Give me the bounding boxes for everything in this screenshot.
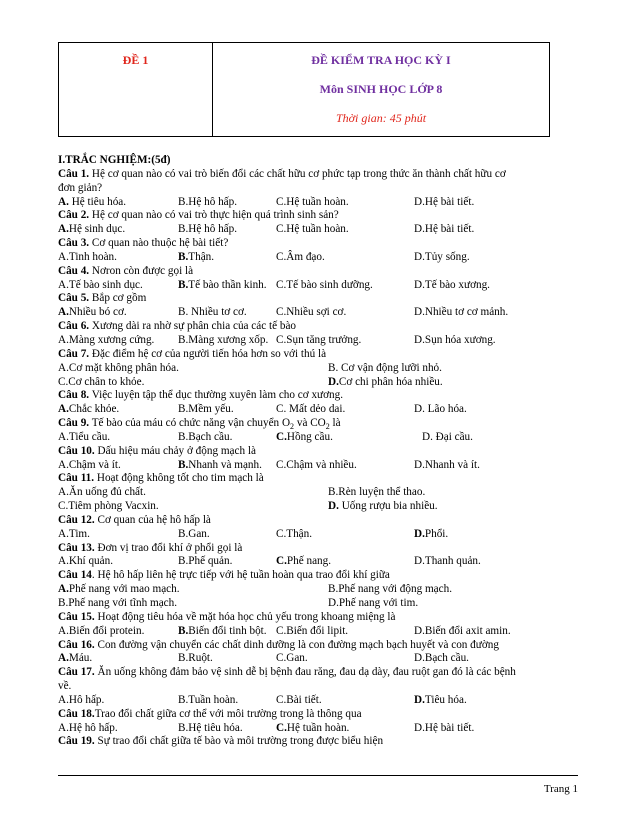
question-text-cont: đơn giản?	[58, 181, 103, 194]
answer-option: C.Cơ chân to khỏe.	[58, 375, 145, 388]
answer-option: A.Hệ hô hấp.	[58, 721, 118, 734]
answer-option: C.Biến đổi lipit.	[276, 624, 349, 637]
answer-row	[58, 223, 578, 237]
answer-option: D. Uống rượu bia nhiều.	[328, 500, 438, 513]
question-text: Câu 9. Tế bào của máu có chức năng vận chuyển $O_2$ và $CO_2$ là	[58, 417, 341, 432]
answer-option: B. Cơ vận động lưỡi nhỏ.	[328, 361, 442, 374]
question	[58, 445, 578, 473]
answer-option: A.Máu.	[58, 652, 93, 665]
question-label: Câu 12.	[58, 513, 95, 526]
answer-option: B.Thận.	[178, 250, 215, 263]
answer-option: C.Sụn tăng trưởng.	[276, 333, 362, 346]
exam-title-cell	[213, 43, 549, 136]
answer-row	[58, 431, 578, 445]
answer-option: D.Phổi.	[414, 527, 449, 540]
answer-option: B.Biến đổi tinh bột.	[178, 624, 267, 637]
question-text: Câu 3. Cơ quan nào thuộc hệ bài tiết?	[58, 237, 229, 250]
question-text: Câu 13. Đơn vị trao đổi khí ở phổi gọi là	[58, 541, 243, 554]
answer-option: A. Hệ tiêu hóa.	[58, 195, 127, 208]
answer-option: D.Nhanh và ít.	[414, 458, 480, 471]
answer-row	[58, 362, 578, 376]
answer-option: A.Chậm và ít.	[58, 458, 121, 471]
answer-row	[58, 334, 578, 348]
answer-row	[58, 486, 578, 500]
footer-rule	[58, 775, 578, 776]
question	[58, 265, 578, 293]
answer-option: C.Nhiều sợi cơ.	[276, 306, 347, 319]
question-text: Câu 18.Trao đổi chất giữa cơ thể với môi trường trong là thông qua	[58, 707, 362, 720]
exam-header-table	[58, 42, 550, 137]
question-label: Câu 16.	[58, 638, 95, 651]
answer-option: C.Hệ tuần hoàn.	[276, 721, 350, 734]
question-label: Câu 7.	[58, 347, 90, 360]
question	[58, 209, 578, 237]
question-label: Câu 6.	[58, 320, 90, 333]
section-title: I.TRẮC NGHIỆM:(5đ)	[58, 154, 171, 166]
question-text: Câu 7. Đặc điểm hệ cơ của người tiến hóa hơn so với thú là	[58, 347, 327, 360]
answer-option: C. Mất dẻo dai.	[276, 403, 346, 416]
question	[58, 237, 578, 265]
question-text: Câu 8. Việc luyện tập thể dục thường xuyên làm cho cơ xương.	[58, 389, 344, 402]
answer-option: B.Hệ hô hấp.	[178, 195, 238, 208]
question	[58, 735, 578, 749]
answer-option: B.Phế nang với động mạch.	[328, 583, 452, 596]
answer-option: D.Hệ bài tiết.	[414, 195, 475, 208]
question-text: Câu 11. Hoạt động không tốt cho tim mạch là	[58, 472, 264, 485]
question	[58, 666, 578, 708]
question-label: Câu 8.	[58, 389, 90, 402]
question-label: Câu 18.	[58, 707, 95, 720]
question-text-cont: về.	[58, 680, 72, 693]
answer-option: B.Nhanh và mạnh.	[178, 458, 262, 471]
answer-option: A.Nhiều bó cơ.	[58, 306, 127, 319]
answer-row	[58, 279, 578, 293]
answer-option: B.Hệ hô hấp.	[178, 223, 238, 236]
answer-option: A.Chắc khỏe.	[58, 403, 120, 416]
question-label: Câu 19.	[58, 735, 95, 748]
answer-option: C.Hệ tuần hoàn.	[276, 223, 349, 236]
answer-option: A.Khí quản.	[58, 555, 113, 568]
answer-row	[58, 625, 578, 639]
answer-option: C.Tiêm phòng Vacxin.	[58, 500, 159, 513]
answer-row	[58, 555, 578, 569]
answer-option: D. Đại cầu.	[422, 430, 473, 443]
question-text: Câu 10. Dấu hiệu máu chảy ở động mạch là	[58, 444, 256, 457]
answer-option: D.Bạch cầu.	[414, 652, 469, 665]
question-label: Câu 17.	[58, 666, 95, 679]
exam-title: ĐỀ KIỂM TRA HỌC KỲ I	[311, 53, 451, 67]
answer-option: C.Âm đạo.	[276, 250, 325, 263]
answer-option: D.Nhiều tơ cơ mảnh.	[414, 306, 509, 319]
question	[58, 348, 578, 390]
answer-option: B.Tuần hoàn.	[178, 693, 239, 706]
answer-option: A.Cơ mặt không phân hóa.	[58, 361, 179, 374]
answer-option: B.Rèn luyện thể thao.	[328, 486, 426, 499]
question-text: Câu 4. Nơron còn được gọi là	[58, 264, 194, 277]
question	[58, 472, 578, 514]
answer-row	[58, 528, 578, 542]
answer-option: A.Hệ sinh dục.	[58, 223, 126, 236]
answer-row	[58, 652, 578, 666]
question-text: Câu 2. Hệ cơ quan nào có vai trò thực hiện quá trình sinh sản?	[58, 209, 339, 222]
answer-option: C.Chậm và nhiều.	[276, 458, 357, 471]
question	[58, 611, 578, 639]
answer-option: B.Ruột.	[178, 652, 213, 665]
question-label: Câu 15.	[58, 610, 95, 623]
answer-option: A.Tim.	[58, 527, 90, 540]
answer-option: C.Hệ tuần hoàn.	[276, 195, 349, 208]
question-text: Câu 1. Hệ cơ quan nào có vai trò biến đổi các chất hữu cơ phức tạp trong thức ăn thành chất hữu cơ	[58, 167, 506, 180]
answer-option: D.Hệ bài tiết.	[414, 721, 475, 734]
answer-option: A.Biến đổi protein.	[58, 624, 145, 637]
question-label: Câu 9.	[58, 417, 90, 430]
answer-option: A.Màng xương cứng.	[58, 333, 155, 346]
question	[58, 320, 578, 348]
answer-row	[58, 196, 578, 210]
answer-row	[58, 583, 578, 597]
question	[58, 389, 578, 417]
question-label: Câu 4.	[58, 264, 90, 277]
exam-code: ĐỀ 1	[122, 53, 149, 67]
page-number: Trang 1	[543, 783, 578, 795]
answer-option: D.Phế nang với tim.	[328, 597, 419, 609]
question-label: Câu 10.	[58, 444, 95, 457]
answer-row	[58, 376, 578, 390]
question	[58, 292, 578, 320]
question-text: Câu 17. Ăn uống không đảm bảo vệ sinh dễ bị bệnh đau răng, đau dạ dày, đau ruột gan đó là các bệnh	[58, 666, 516, 679]
answer-row	[58, 597, 578, 611]
question	[58, 569, 578, 611]
question-text: Câu 14. Hệ hô hấp liên hệ trực tiếp với hệ tuần hoàn qua trao đổi khí giữa	[58, 569, 390, 582]
question	[58, 514, 578, 542]
exam-code-cell	[59, 43, 213, 136]
answer-option: B.Tế bào thần kinh.	[178, 278, 267, 291]
answer-option: A.Phế nang với mao mạch.	[58, 583, 180, 596]
answer-option: B.Phế quản.	[178, 555, 233, 568]
question-label: Câu 2.	[58, 209, 90, 222]
question-label: Câu 14	[58, 569, 92, 582]
answer-row	[58, 403, 578, 417]
question	[58, 168, 578, 210]
answer-row	[58, 694, 578, 708]
answer-option: A.Tiểu cầu.	[58, 430, 111, 443]
answer-option: B.Hệ tiêu hóa.	[178, 721, 243, 734]
answer-option: B.Màng xương xốp.	[178, 333, 269, 346]
answer-option: D.Hệ bài tiết.	[414, 223, 475, 236]
answer-option: A.Tinh hoàn.	[58, 250, 117, 263]
answer-option: A.Ăn uống đủ chất.	[58, 486, 146, 499]
question	[58, 542, 578, 570]
question-label: Câu 3.	[58, 237, 90, 250]
question-text: Câu 6. Xương dài ra nhờ sự phân chia của các tế bào	[58, 320, 297, 333]
answer-option: D.Tủy sống.	[414, 250, 470, 263]
answer-row	[58, 306, 578, 320]
exam-content	[58, 154, 578, 749]
question-text: Câu 12. Cơ quan của hệ hô hấp là	[58, 513, 211, 526]
answer-option: C.Gan.	[276, 652, 308, 665]
answer-option: D. Lão hóa.	[414, 403, 467, 416]
question-text: Câu 15. Hoạt động tiêu hóa về mặt hóa học chủ yếu trong khoang miệng là	[58, 610, 396, 623]
answer-row	[58, 722, 578, 736]
question-label: Câu 1.	[58, 167, 90, 180]
answer-option: B.Mềm yếu.	[178, 403, 234, 416]
answer-option: B. Nhiều tơ cơ.	[178, 306, 247, 319]
answer-option: D.Thanh quản.	[414, 555, 481, 568]
exam-subject: Môn SINH HỌC LỚP 8	[319, 82, 443, 96]
question-text: Câu 19. Sự trao đổi chất giữa tế bào và môi trường trong được biểu hiện	[58, 735, 384, 748]
question-label: Câu 13.	[58, 541, 95, 554]
answer-option: A.Hô hấp.	[58, 693, 105, 706]
exam-time: Thời gian: 45 phút	[335, 111, 427, 125]
answer-row	[58, 459, 578, 473]
answer-option: C.Bài tiết.	[276, 693, 322, 706]
answer-option: D.Cơ chi phân hóa nhiều.	[328, 375, 443, 388]
question	[58, 708, 578, 736]
answer-option: B.Gan.	[178, 527, 210, 540]
answer-option: A.Tế bào sinh dục.	[58, 278, 143, 291]
answer-option: D.Tiêu hóa.	[414, 693, 467, 706]
answer-option: D.Biến đổi axit amin.	[414, 624, 511, 637]
answer-option: C.Tế bào sinh dưỡng.	[276, 278, 373, 291]
answer-option: C.Thận.	[276, 527, 313, 540]
answer-row	[58, 251, 578, 265]
answer-option: D.Sụn hóa xương.	[414, 333, 496, 346]
question	[58, 417, 578, 445]
answer-option: B.Bạch cầu.	[178, 430, 233, 443]
question-text: Câu 5. Bắp cơ gồm	[58, 292, 147, 305]
question-label: Câu 11.	[58, 472, 95, 485]
question	[58, 639, 578, 667]
answer-option: C.Hồng cầu.	[276, 430, 333, 443]
answer-option: C.Phế nang.	[276, 555, 332, 568]
question-label: Câu 5.	[58, 292, 90, 305]
question-text: Câu 16. Con đường vận chuyển các chất dinh dưỡng là con đường mạch bạch huyết và con đường	[58, 638, 499, 651]
answer-option: D.Tế bào xương.	[414, 278, 490, 291]
answer-option: B.Phế nang với tĩnh mạch.	[58, 597, 178, 609]
answer-row	[58, 500, 578, 514]
